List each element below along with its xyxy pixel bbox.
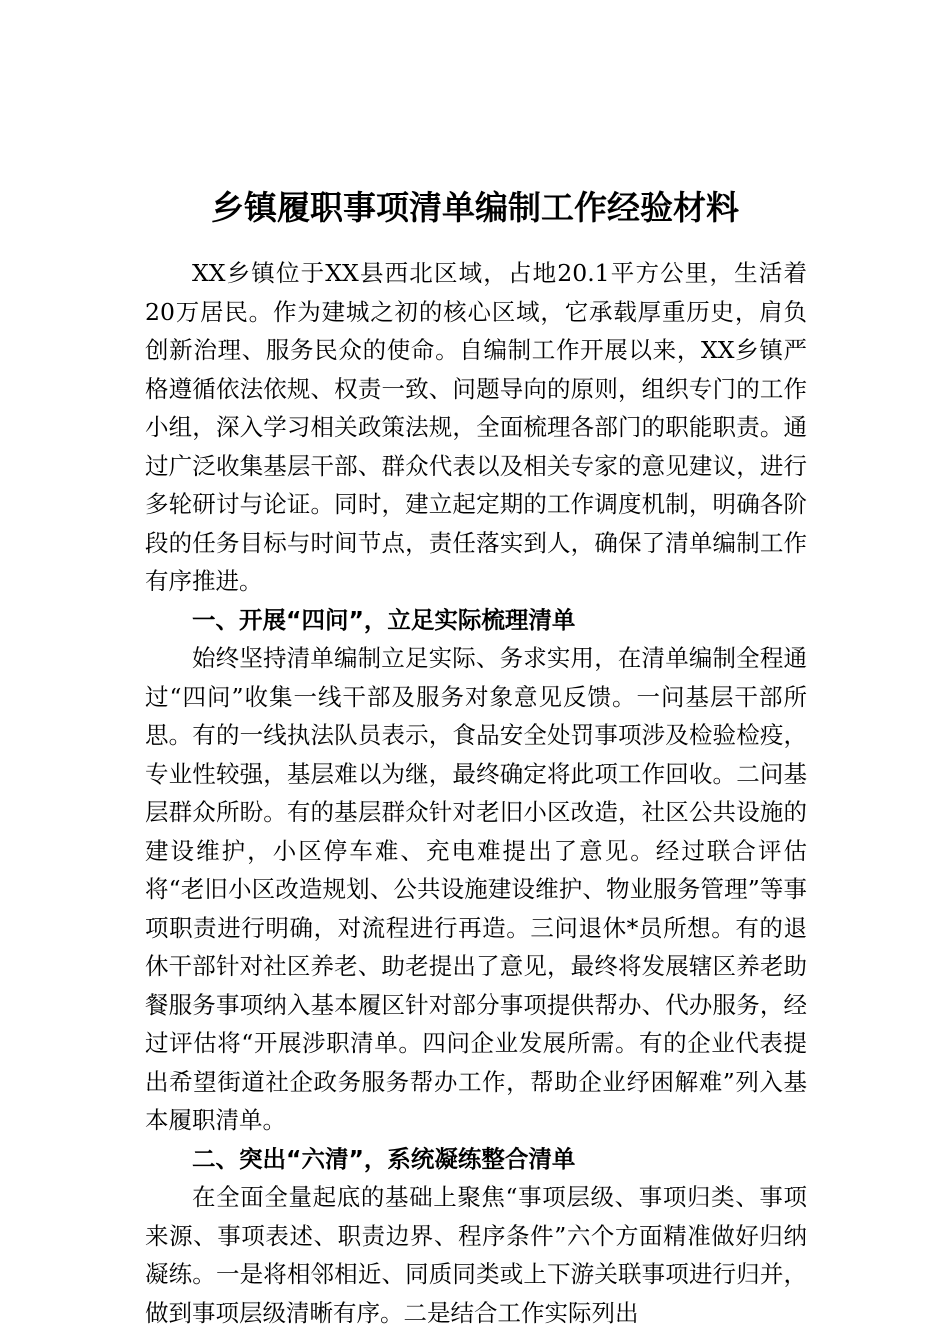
section-1-paragraph: 始终坚持清单编制立足实际、务求实用，在清单编制全程通过“四问”收集一线干部及服务对象意见反馈。一问基层干部所思。有的一线执法队员表示，食品安全处罚事项涉及检验检疫，专业性较强，基层难以为继，最终确定将此项工作回收。二问基层群众所盼。有的基层群众针对老旧小区改造，社区公共设施的建设维护，小区停车难、充电难提出了意见。经过联合评估将“老旧小区改造规划、公共设施建设维护、物业服务管理”等事项职责进行明确，对流程进行再造。三问退休*员所想。有的退休干部针对社区养老、助老提出了意见，最终将发展辖区养老助餐服务事项纳入基本履区针对部分事项提供帮办、代办服务，经过评估将“开展涉职清单。四问企业发展所需。有的企业代表提出希望街道社企政务服务帮办工作，帮助企业纾困解难”列入基本履职清单。 [145, 644, 807, 1134]
section-2-paragraph: 在全面全量起底的基础上聚焦“事项层级、事项归类、事项来源、事项表述、职责边界、程序条件”六个方面精准做好归纳凝练。一是将相邻相近、同质同类或上下游关联事项进行归并，做到事项层级清晰有序。二是结合工作实际列出 [145, 1183, 807, 1327]
intro-paragraph: XX乡镇位于XX县西北区域，占地20.1平方公里，生活着20万居民。作为建城之初的核心区域，它承载厚重历史，肩负创新治理、服务民众的使命。自编制工作开展以来，XX乡镇严格遵循依法依规、权责一致、问题导向的原则，组织专门的工作小组，深入学习相关政策法规，全面梳理各部门的职能职责。通过广泛收集基层干部、群众代表以及相关专家的意见建议，进行多轮研讨与论证。同时，建立起定期的工作调度机制，明确各阶段的任务目标与时间节点，责任落实到人，确保了清单编制工作有序推进。 [145, 259, 807, 595]
section-1-heading: 一、开展“四问”，立足实际梳理清单 [192, 605, 576, 634]
document-title: 乡镇履职事项清单编制工作经验材料 [211, 188, 739, 228]
section-2-heading: 二、突出“六清”，系统凝练整合清单 [192, 1144, 576, 1173]
document-body [145, 254, 807, 1332]
